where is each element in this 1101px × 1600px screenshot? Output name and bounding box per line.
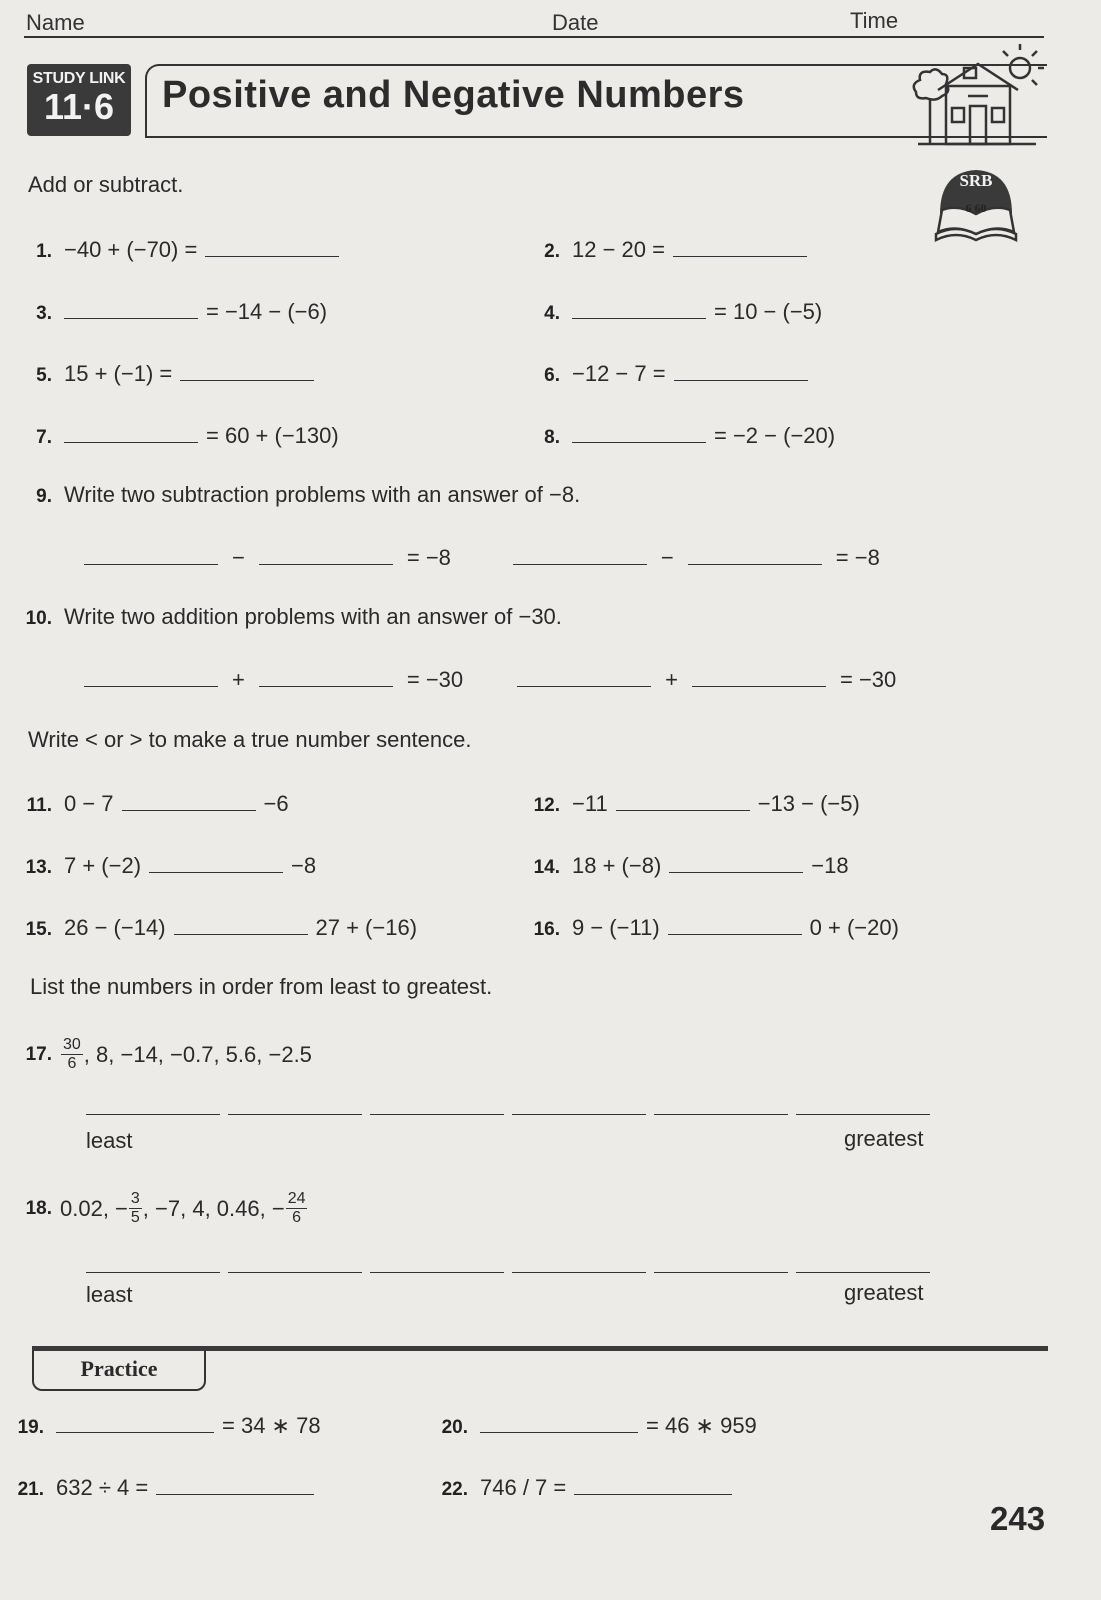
date-label: Date xyxy=(552,10,599,35)
expression: = 10 − (−5) xyxy=(714,299,823,324)
name-label: Name xyxy=(26,10,85,35)
instruction: Write two addition problems with an answer of −30. xyxy=(64,604,562,629)
answer-blank[interactable] xyxy=(572,420,706,443)
operator: + xyxy=(232,667,245,692)
expression: 12 − 20 = xyxy=(572,237,665,262)
least-label: least xyxy=(86,1282,133,1307)
operator: + xyxy=(665,667,678,692)
problem-10 xyxy=(14,604,562,630)
right-expression: −8 xyxy=(291,853,317,878)
numerator: 3 xyxy=(130,1190,140,1207)
problem-number: 12. xyxy=(533,795,560,816)
problem-5 xyxy=(14,358,314,387)
left-expression: −11 xyxy=(572,791,608,816)
problem-7 xyxy=(14,420,339,449)
operator: − xyxy=(660,545,674,570)
order-blank-2[interactable] xyxy=(228,1114,362,1115)
problem-number: 5. xyxy=(36,365,52,386)
order-blank-1[interactable] xyxy=(86,1114,220,1115)
result: = −8 xyxy=(835,545,880,570)
problem-8 xyxy=(522,420,835,449)
fraction xyxy=(286,1190,308,1227)
answer-blank[interactable] xyxy=(480,1410,638,1433)
problem-19 xyxy=(6,1410,321,1439)
problem-21 xyxy=(6,1472,314,1501)
right-expression: −18 xyxy=(811,853,849,878)
number-list: , 8, −14, −0.7, 5.6, −2.5 xyxy=(83,1041,312,1067)
answer-blank[interactable] xyxy=(64,296,198,319)
badge-line2: 11·6 xyxy=(43,86,115,127)
left-expression: 26 − (−14) xyxy=(64,915,166,940)
problem-number: 16. xyxy=(533,919,560,940)
problem-number: 19. xyxy=(17,1417,44,1438)
answer-blank[interactable] xyxy=(122,788,256,811)
problem-1 xyxy=(14,234,339,263)
page-number: 243 xyxy=(990,1500,1046,1537)
problem-number: 6. xyxy=(544,365,560,386)
time-label: Time xyxy=(850,8,899,33)
answer-blank[interactable] xyxy=(156,1472,314,1495)
problem-number: 22. xyxy=(441,1479,468,1500)
srb-label: SRB xyxy=(959,171,993,190)
answer-blank[interactable] xyxy=(259,542,393,565)
right-expression: −13 − (−5) xyxy=(757,791,860,816)
answer-blank[interactable] xyxy=(669,850,803,873)
problem-number: 10. xyxy=(25,608,52,629)
problem-11 xyxy=(14,788,289,817)
problem-number: 18. xyxy=(25,1197,52,1219)
answer-blank[interactable] xyxy=(259,664,393,687)
expression: = −14 − (−6) xyxy=(206,299,328,324)
order-blank-6[interactable] xyxy=(796,1272,930,1273)
problem-10-answers xyxy=(84,664,896,693)
answer-blank[interactable] xyxy=(180,358,314,381)
right-expression: −6 xyxy=(263,791,289,816)
problem-number: 1. xyxy=(36,241,52,262)
problem-number: 9. xyxy=(36,486,52,507)
expression: = 46 ∗ 959 xyxy=(646,1413,757,1438)
denominator: 6 xyxy=(67,1055,77,1072)
problem-17 xyxy=(14,1036,312,1073)
answer-blank[interactable] xyxy=(692,664,826,687)
right-expression: 27 + (−16) xyxy=(315,915,418,940)
order-blank-5[interactable] xyxy=(654,1114,788,1115)
problem-number: 15. xyxy=(25,919,52,940)
problem-number: 13. xyxy=(25,857,52,878)
answer-blank[interactable] xyxy=(174,912,308,935)
left-expression: 18 + (−8) xyxy=(572,853,662,878)
greatest-label: greatest xyxy=(844,1280,924,1305)
number-list-part: 0.02, − xyxy=(60,1195,128,1221)
expression: = 34 ∗ 78 xyxy=(222,1413,321,1438)
order-blank-5[interactable] xyxy=(654,1272,788,1273)
section-compare: Write < or > to make a true number sentence. xyxy=(28,727,472,752)
order-blank-2[interactable] xyxy=(228,1272,362,1273)
numerator: 24 xyxy=(287,1190,306,1207)
problem-number: 11. xyxy=(26,795,52,816)
problem-13 xyxy=(14,850,316,879)
answer-blank[interactable] xyxy=(84,542,218,565)
answer-blank[interactable] xyxy=(574,1472,732,1495)
problem-number: 17. xyxy=(25,1043,52,1065)
expression: 746 / 7 = xyxy=(480,1475,567,1500)
left-expression: 0 − 7 xyxy=(64,791,114,816)
problem-number: 14. xyxy=(533,857,560,878)
answer-blank[interactable] xyxy=(513,542,647,565)
answer-blank[interactable] xyxy=(673,234,807,257)
instruction: Write two subtraction problems with an answer of −8. xyxy=(64,482,581,507)
problem-6 xyxy=(522,358,808,387)
problem-3 xyxy=(14,296,327,325)
fraction xyxy=(61,1036,83,1073)
problem-number: 4. xyxy=(544,303,560,324)
practice-label: Practice xyxy=(80,1356,158,1381)
numerator: 30 xyxy=(63,1036,81,1053)
problem-18 xyxy=(14,1190,308,1227)
left-expression: 7 + (−2) xyxy=(64,853,142,878)
problem-number: 3. xyxy=(36,303,52,324)
header-rule xyxy=(24,36,1044,38)
order-blank-3[interactable] xyxy=(370,1272,504,1273)
house-icon xyxy=(908,40,1048,152)
order-blank-1[interactable] xyxy=(86,1272,220,1273)
problem-number: 21. xyxy=(17,1479,44,1500)
badge-line1: STUDY LINK xyxy=(32,70,126,87)
problem-9-answers xyxy=(84,542,880,571)
answer-blank[interactable] xyxy=(572,296,706,319)
problem-22 xyxy=(430,1472,732,1501)
answer-blank[interactable] xyxy=(149,850,283,873)
answer-blank[interactable] xyxy=(616,788,750,811)
problem-number: 2. xyxy=(544,241,560,262)
order-blank-6[interactable] xyxy=(796,1114,930,1115)
problem-number: 7. xyxy=(36,427,52,448)
problem-20 xyxy=(430,1410,757,1439)
denominator: 6 xyxy=(292,1209,302,1226)
result: = −30 xyxy=(840,667,897,692)
expression: = 60 + (−130) xyxy=(206,423,339,448)
problem-15 xyxy=(14,912,417,941)
order-blank-3[interactable] xyxy=(370,1114,504,1115)
right-expression: 0 + (−20) xyxy=(809,915,899,940)
result: = −8 xyxy=(406,545,451,570)
result: = −30 xyxy=(406,667,464,692)
expression: = −2 − (−20) xyxy=(714,423,836,448)
left-expression: 9 − (−11) xyxy=(572,915,660,940)
problem-12 xyxy=(522,788,860,817)
answer-blank[interactable] xyxy=(84,664,218,687)
answer-blank[interactable] xyxy=(674,358,808,381)
study-link-badge xyxy=(27,64,131,136)
page-title: Positive and Negative Numbers xyxy=(162,74,745,116)
order-blank-4[interactable] xyxy=(512,1114,646,1115)
problem-number: 20. xyxy=(441,1417,468,1438)
problem-16 xyxy=(522,912,899,941)
expression: 632 ÷ 4 = xyxy=(56,1475,149,1500)
least-label: least xyxy=(86,1128,133,1153)
answer-blank[interactable] xyxy=(668,912,802,935)
denominator: 5 xyxy=(130,1209,140,1226)
section-order: List the numbers in order from least to greatest. xyxy=(30,974,493,999)
answer-blank[interactable] xyxy=(56,1410,214,1433)
problem-4 xyxy=(522,296,822,325)
section-add-subtract: Add or subtract. xyxy=(28,172,184,197)
problem-2 xyxy=(522,234,807,263)
expression: 15 + (−1) = xyxy=(64,361,173,386)
problem-14 xyxy=(522,850,849,879)
answer-blank[interactable] xyxy=(688,542,822,565)
expression: −12 − 7 = xyxy=(572,361,666,386)
order-blank-4[interactable] xyxy=(512,1272,646,1273)
greatest-label: greatest xyxy=(844,1126,924,1151)
srb-pages: 6 60 xyxy=(965,201,987,215)
answer-blank[interactable] xyxy=(64,420,198,443)
number-list-part: , −7, 4, 0.46, − xyxy=(142,1195,285,1221)
fraction xyxy=(129,1190,142,1227)
problem-9 xyxy=(14,482,580,508)
problem-number: 8. xyxy=(544,427,560,448)
book-srb-icon xyxy=(930,162,1022,244)
answer-blank[interactable] xyxy=(517,664,651,687)
answer-blank[interactable] xyxy=(205,234,339,257)
expression: −40 + (−70) = xyxy=(64,237,198,262)
operator: − xyxy=(232,545,245,570)
practice-tab xyxy=(32,1351,206,1391)
